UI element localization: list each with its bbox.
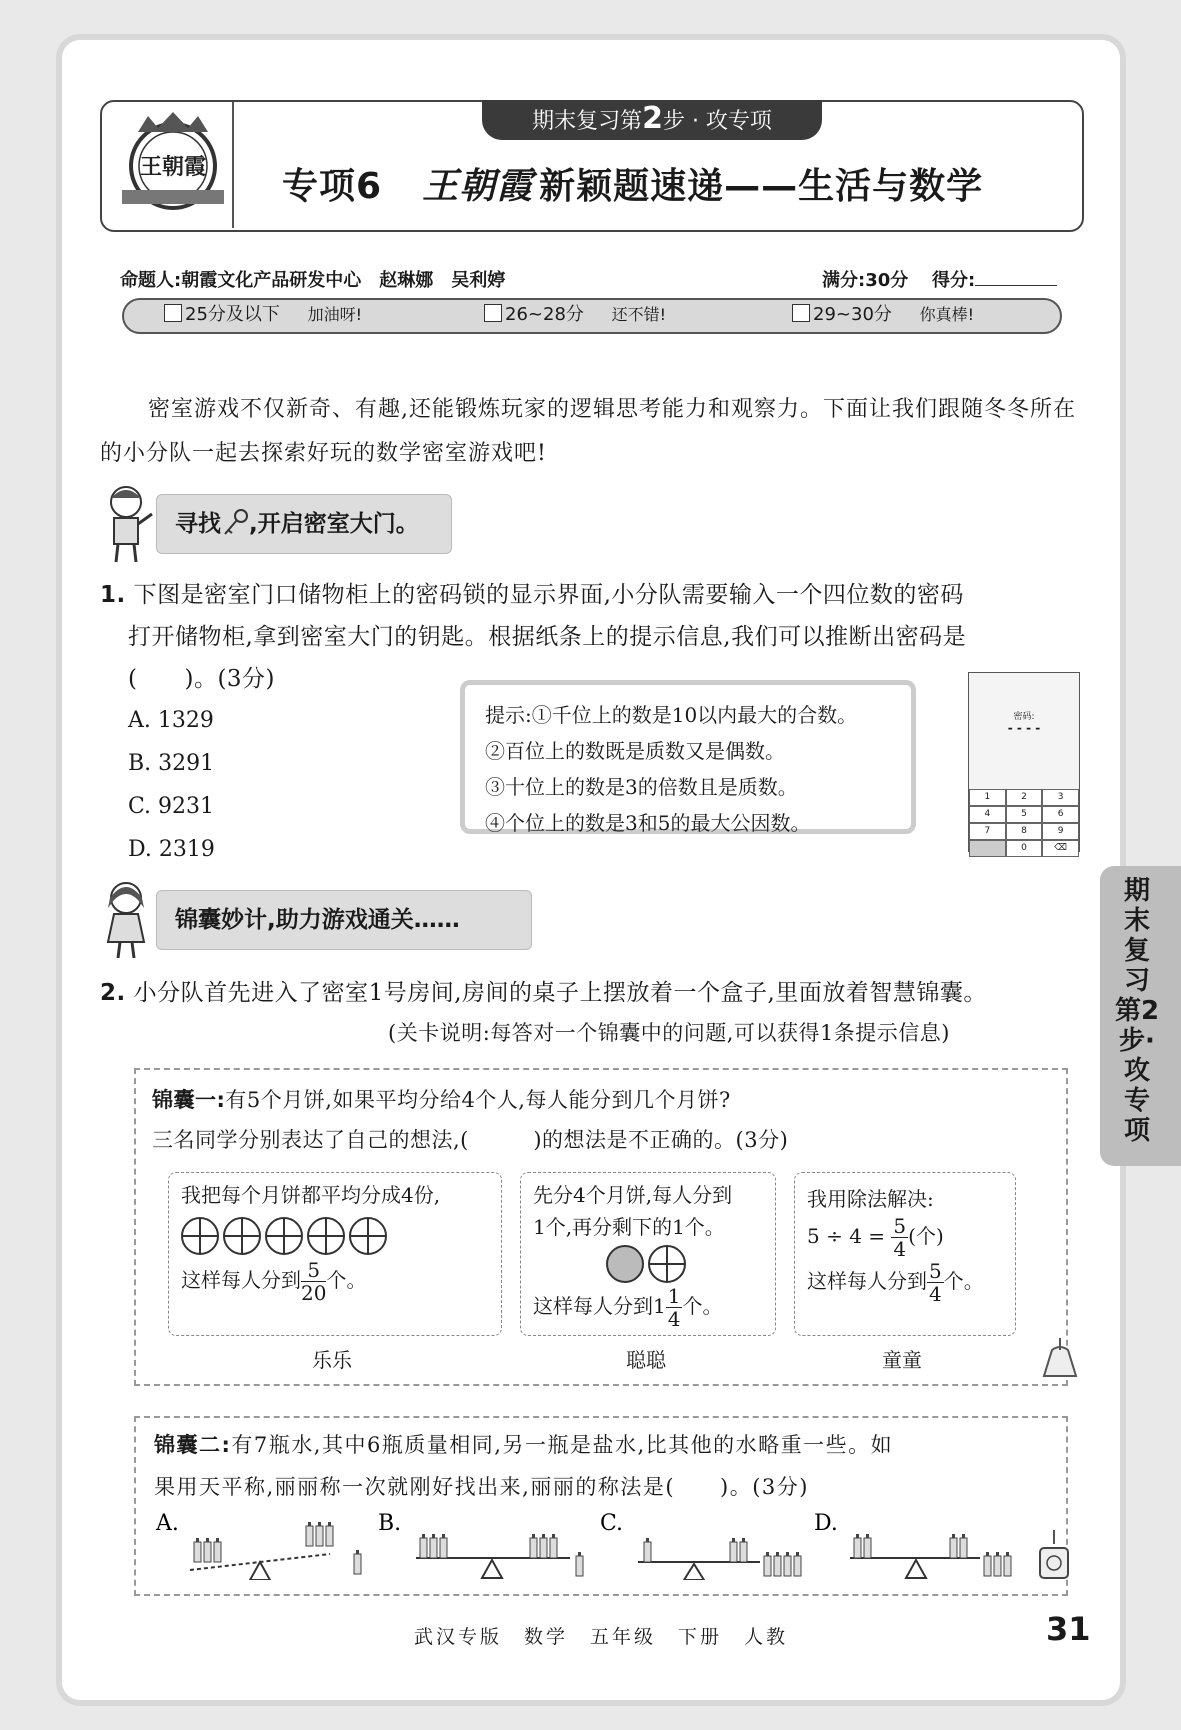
lock-display: - - - - <box>1007 721 1041 735</box>
bag-2-label: 锦囊二: <box>154 1433 232 1457</box>
answer-blank[interactable]: ( )。(3分) <box>128 666 276 692</box>
bag-1-label: 锦囊一: <box>152 1088 226 1112</box>
option-d[interactable]: D. 2319 <box>128 837 215 862</box>
question-number: 1. <box>100 582 126 608</box>
key-5[interactable]: 5 <box>1006 806 1043 823</box>
lock-keypad <box>969 789 1079 851</box>
banner-find-key <box>156 494 452 554</box>
option-d-label[interactable]: D. <box>814 1511 838 1536</box>
fraction <box>666 1285 683 1330</box>
step-prefix: 期末复习第 <box>532 109 643 134</box>
key-0[interactable]: 0 <box>1006 840 1043 857</box>
denominator: 20 <box>301 1281 327 1305</box>
balance-a-icon[interactable] <box>190 1522 361 1580</box>
banner-text: ,开启密室大门。 <box>249 511 419 537</box>
option-a[interactable]: A. 1329 <box>128 708 214 733</box>
mixed-whole: 1 <box>653 1294 666 1318</box>
score-range: 25分及以下 <box>185 304 280 325</box>
tongtong-result: 这样每人分到 <box>807 1269 927 1293</box>
denominator: 4 <box>667 1307 681 1331</box>
option-c-label[interactable]: C. <box>600 1511 624 1536</box>
score-comment: 你真棒! <box>919 305 975 324</box>
congcong-circles <box>533 1245 763 1283</box>
name-tongtong: 童童 <box>882 1348 922 1372</box>
side-tab-text: 期末复习第2步·攻专项 <box>1114 876 1160 1146</box>
numerator: 5 <box>301 1259 326 1282</box>
key-9[interactable]: 9 <box>1042 823 1079 840</box>
brand-logo-icon <box>118 108 228 220</box>
pouch-icon <box>1040 1336 1080 1382</box>
lele-circles <box>181 1217 489 1255</box>
congcong-text: 1个,再分剩下的1个。 <box>533 1215 725 1239</box>
hint-line: 提示:①千位上的数是10以内最大的合数。 <box>485 703 858 727</box>
question-2 <box>100 972 1090 1014</box>
key-1[interactable]: 1 <box>969 789 1006 806</box>
option-b[interactable]: B. 3291 <box>128 751 215 776</box>
score-range: 26~28分 <box>505 304 584 325</box>
hint-line: ④个位上的数是3和5的最大公因数。 <box>485 811 811 835</box>
score-range: 29~30分 <box>813 304 892 325</box>
balance-b-icon[interactable] <box>416 1534 583 1578</box>
key-7[interactable]: 7 <box>969 823 1006 840</box>
boy-cartoon-icon <box>100 482 156 564</box>
bag-2-question: 有7瓶水,其中6瓶质量相同,另一瓶是盐水,比其他的水略重一些。如 <box>231 1433 894 1457</box>
mooncake-quarters-icon <box>349 1217 387 1255</box>
page-title <box>282 158 983 209</box>
congcong-text: 先分4个月饼,每人分到 <box>533 1183 733 1207</box>
banner-text: 寻找 <box>175 511 221 537</box>
question-text: 下图是密室门口储物柜上的密码锁的显示界面,小分队需要输入一个四位数的密码 <box>133 582 964 608</box>
fraction <box>927 1260 944 1305</box>
bag-1-question: 有5个月饼,如果平均分给4个人,每人能分到几个月饼? <box>225 1088 731 1112</box>
mooncake-quarters-icon <box>265 1217 303 1255</box>
header-frame <box>100 100 1084 232</box>
intro-text: 密室游戏不仅新奇、有趣,还能锻炼玩家的逻辑思考能力和观察力。下面让我们跟随冬冬所在的小分队一起去探索好玩的数学密室游戏吧! <box>100 397 1076 466</box>
numerator: 1 <box>667 1284 681 1308</box>
mooncake-whole-icon <box>606 1245 644 1283</box>
mooncake-quarters-icon <box>648 1245 686 1283</box>
title-topic: 专项6 <box>282 166 383 207</box>
score-comment: 还不错! <box>611 305 667 324</box>
bag-2-text <box>154 1424 893 1508</box>
score-label <box>932 266 1057 292</box>
score-comment: 加油呀! <box>307 305 363 324</box>
congcong-result: 个。 <box>682 1294 723 1318</box>
score-level-low[interactable] <box>164 302 362 328</box>
option-b-label[interactable]: B. <box>378 1511 402 1536</box>
footer-info: 武汉专版 数学 五年级 下册 人教 <box>414 1626 789 1648</box>
question-text: 打开储物柜,拿到密室大门的钥匙。根据纸条上的提示信息,我们可以推断出密码是 <box>128 624 967 650</box>
password-lock-screen <box>968 672 1080 852</box>
mooncake-quarters-icon <box>307 1217 345 1255</box>
key-2[interactable]: 2 <box>1006 789 1043 806</box>
congcong-result: 这样每人分到 <box>533 1294 653 1318</box>
tongtong-equation: 5 ÷ 4 = <box>807 1224 886 1248</box>
mooncake-quarters-icon <box>223 1217 261 1255</box>
key-icon <box>221 508 249 536</box>
checkbox-icon[interactable] <box>164 304 182 322</box>
key-3[interactable]: 3 <box>1042 789 1079 806</box>
key-6[interactable]: 6 <box>1042 806 1079 823</box>
denominator: 4 <box>893 1237 907 1261</box>
tongtong-text: 我用除法解决: <box>807 1187 934 1211</box>
step-number: 2 <box>642 101 663 136</box>
tongtong-unit: (个) <box>908 1224 944 1248</box>
key-backspace[interactable]: ⌫ <box>1042 840 1079 857</box>
lock-prompt: 密码: <box>1013 712 1035 722</box>
lantern-icon <box>1034 1528 1074 1590</box>
tongtong-card <box>794 1172 1016 1336</box>
tongtong-result: 个。 <box>943 1269 984 1293</box>
authors: 命题人:朝霞文化产品研发中心 赵琳娜 吴利婷 <box>120 270 506 291</box>
balance-options <box>150 1508 1050 1580</box>
option-a-label[interactable]: A. <box>156 1511 179 1536</box>
score-level-mid[interactable] <box>484 302 666 328</box>
step-banner <box>482 100 822 140</box>
score-level-bar <box>122 298 1062 334</box>
question-2-note: (关卡说明:每答对一个锦囊中的问题,可以获得1条提示信息) <box>388 1021 950 1045</box>
title-brand: 王朝霞 <box>422 165 534 207</box>
numerator: 5 <box>929 1259 942 1283</box>
lele-text: 我把每个月饼都平均分成4份, <box>181 1183 441 1207</box>
checkbox-icon[interactable] <box>792 304 810 322</box>
bag-2-question[interactable]: 果用天平称,丽丽称一次就刚好找出来,丽丽的称法是( )。(3分) <box>154 1475 809 1499</box>
header-divider <box>232 102 234 228</box>
name-congcong: 聪聪 <box>626 1348 666 1372</box>
score-level-high[interactable] <box>792 302 974 328</box>
checkbox-icon[interactable] <box>484 304 502 322</box>
balance-d-icon[interactable] <box>850 1534 1011 1578</box>
full-score: 满分:30分 <box>822 270 909 291</box>
key-8[interactable]: 8 <box>1006 823 1043 840</box>
title-text: 新颖题速递——生活与数学 <box>539 166 984 207</box>
svg-text:王朝霞: 王朝霞 <box>139 154 207 180</box>
balance-c-icon[interactable] <box>638 1538 801 1580</box>
hint-note <box>460 680 916 834</box>
lele-card <box>168 1172 502 1336</box>
key-4[interactable]: 4 <box>969 806 1006 823</box>
question-number: 2. <box>100 980 126 1006</box>
question-text: 小分队首先进入了密室1号房间,房间的桌子上摆放着一个盒子,里面放着智慧锦囊。 <box>133 980 987 1006</box>
score-label-text: 得分: <box>932 270 976 291</box>
denominator: 4 <box>929 1282 942 1306</box>
congcong-card <box>520 1172 776 1336</box>
fraction <box>891 1215 908 1260</box>
intro-paragraph <box>100 388 1080 476</box>
girl-cartoon-icon <box>100 878 156 960</box>
page-number: 31 <box>1046 1610 1091 1648</box>
banner-tips: 锦囊妙计,助力游戏通关…… <box>156 890 532 950</box>
numerator: 5 <box>893 1214 907 1238</box>
hint-line: ②百位上的数既是质数又是偶数。 <box>485 739 785 763</box>
bag-1-question[interactable]: 三名同学分别表达了自己的想法,( )的想法是不正确的。(3分) <box>152 1128 789 1152</box>
name-lele: 乐乐 <box>312 1348 352 1372</box>
option-c[interactable]: C. 9231 <box>128 794 215 819</box>
fraction <box>301 1259 326 1304</box>
hint-line: ③十位上的数是3的倍数且是质数。 <box>485 775 798 799</box>
bag-1-text <box>152 1080 788 1160</box>
lele-result: 个。 <box>326 1268 367 1292</box>
mooncake-quarters-icon <box>181 1217 219 1255</box>
step-suffix: 步 · 攻专项 <box>662 109 772 134</box>
key-blank <box>969 840 1006 857</box>
lele-result: 这样每人分到 <box>181 1268 301 1292</box>
